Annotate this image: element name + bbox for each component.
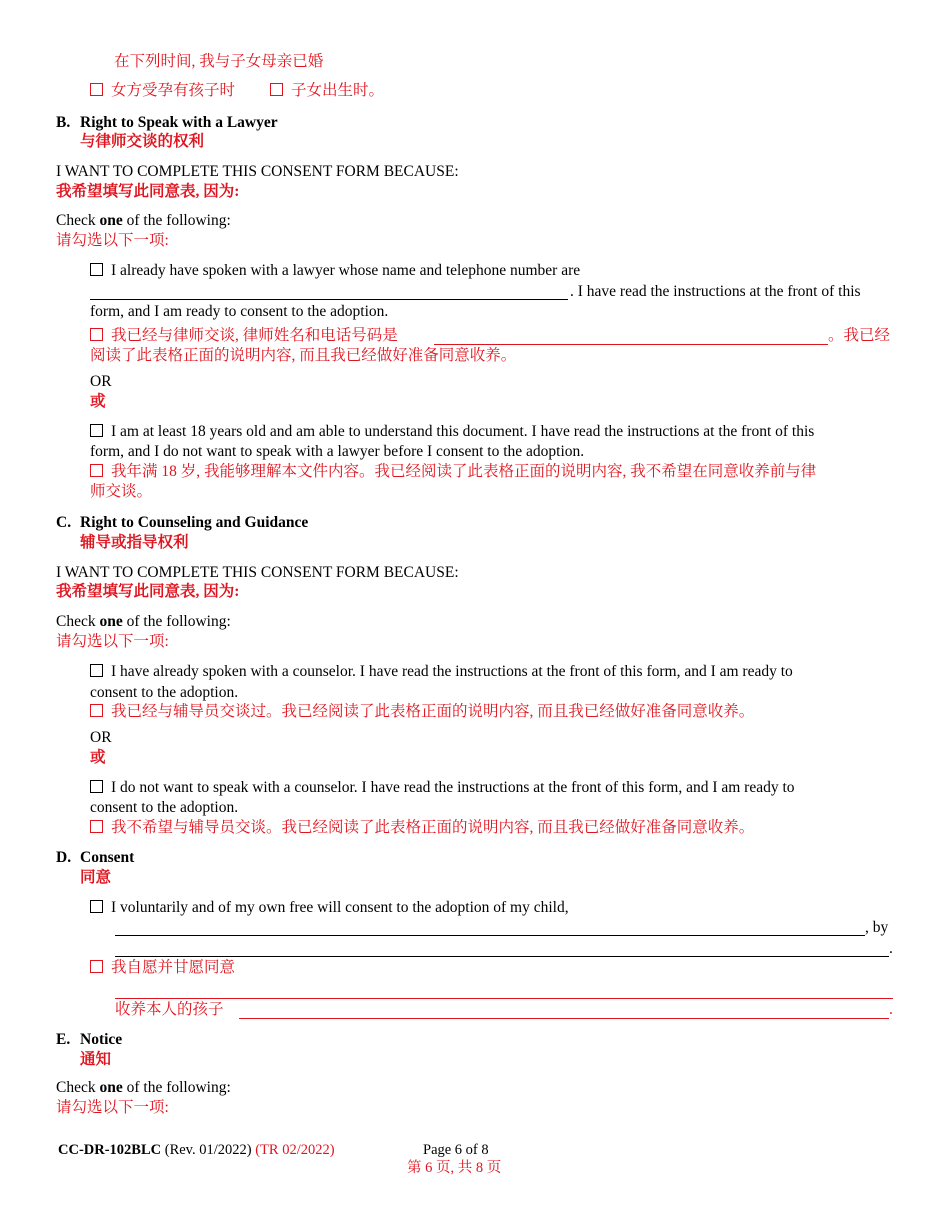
- section-b-check-zh: 请勾选以下一项:: [56, 232, 169, 249]
- child-name-field-zh[interactable]: [239, 1018, 889, 1019]
- check-one: one: [99, 1079, 123, 1096]
- checkbox-no-lawyer-zh[interactable]: [90, 464, 103, 477]
- child-name-field[interactable]: [115, 935, 865, 936]
- lawyer-name-phone-field[interactable]: [90, 299, 568, 300]
- checkbox-no-lawyer[interactable]: [90, 424, 103, 437]
- option-lawyer-zh-line2: 阅读了此表格正面的说明内容, 而且我已经做好准备同意收养。: [90, 347, 517, 364]
- section-e-letter: E.: [56, 1031, 71, 1048]
- checkbox-spoken-lawyer-zh[interactable]: [90, 328, 103, 341]
- option-spoken-counselor-line2: consent to the adoption.: [90, 684, 239, 701]
- option-no-counselor-line2: consent to the adoption.: [90, 799, 239, 816]
- section-c-option-spoken: [90, 662, 793, 682]
- option-no-lawyer-zh-line1: 我年满 18 岁, 我能够理解本文件内容。我已经阅读了此表格正面的说明内容, 我不希望在同意收养前与律: [111, 463, 817, 480]
- checkbox-spoken-counselor[interactable]: [90, 664, 103, 677]
- section-d-consent: [90, 898, 569, 918]
- consent-zh-line1: 我自愿并甘愿同意: [111, 959, 236, 976]
- section-c-title: Right to Counseling and Guidance: [80, 514, 309, 531]
- section-b-letter: B.: [56, 114, 71, 131]
- consent-line1: I voluntarily and of my own free will consent to the adoption of my child,: [111, 899, 569, 916]
- section-b-heading: [56, 113, 278, 133]
- section-c-heading: [56, 513, 309, 533]
- section-c-option-no-counselor-zh: [90, 818, 754, 838]
- option-conceived: [90, 81, 235, 101]
- section-b-option-no-lawyer-zh: [90, 462, 816, 482]
- section-e-check-zh: 请勾选以下一项:: [56, 1099, 169, 1116]
- check-suffix: of the following:: [122, 613, 231, 630]
- check-suffix: of the following:: [122, 212, 231, 229]
- section-c-check-zh: 请勾选以下一项:: [56, 633, 169, 650]
- checkbox-consent-zh[interactable]: [90, 960, 103, 973]
- option-spoken-counselor-zh: 我已经与辅导员交谈过。我已经阅读了此表格正面的说明内容, 而且我已经做好准备同意收养。: [111, 703, 755, 720]
- consent-period: .: [889, 940, 893, 957]
- option-lawyer-zh-end: 。我已经: [828, 327, 891, 344]
- adopter-name-field-zh[interactable]: [115, 998, 893, 999]
- section-b-title: Right to Speak with a Lawyer: [80, 114, 278, 131]
- section-b-option-lawyer: [90, 261, 580, 281]
- section-c-option-spoken-zh: [90, 702, 754, 722]
- section-b-option-no-lawyer: [90, 422, 814, 442]
- checkbox-spoken-lawyer[interactable]: [90, 263, 103, 276]
- section-b-option-lawyer-zh: [90, 326, 398, 346]
- section-e-heading: [56, 1030, 123, 1050]
- option-birth: [270, 81, 384, 101]
- option-no-counselor-line1: I do not want to speak with a counselor. I have read the instructions at the front of this form, and I am ready to: [111, 779, 795, 796]
- section-d-title-zh: 同意: [80, 869, 112, 886]
- section-c-title-zh: 辅导或指导权利: [80, 534, 189, 551]
- checkbox-birth[interactable]: [270, 83, 283, 96]
- consent-zh-line2: 收养本人的孩子: [115, 1001, 224, 1018]
- section-c-want-line-zh: 我希望填写此同意表, 因为:: [56, 583, 240, 600]
- section-c-want-line: I WANT TO COMPLETE THIS CONSENT FORM BECAUSE:: [56, 564, 459, 581]
- section-b-or: OR: [90, 373, 112, 390]
- check-prefix: Check: [56, 613, 100, 630]
- section-d-heading: [56, 848, 135, 868]
- section-e-title: Notice: [80, 1031, 123, 1048]
- checkbox-no-counselor-zh[interactable]: [90, 820, 103, 833]
- option-birth-label: 子女出生时。: [291, 82, 385, 99]
- checkbox-conceived[interactable]: [90, 83, 103, 96]
- option-no-lawyer-line2: form, and I do not want to speak with a lawyer before I consent to the adoption.: [90, 443, 585, 460]
- section-d-title: Consent: [80, 849, 135, 866]
- lawyer-name-phone-field-zh[interactable]: [434, 344, 828, 345]
- footer-page-zh: 第 6 页, 共 8 页: [407, 1160, 502, 1176]
- checkbox-no-counselor[interactable]: [90, 780, 103, 793]
- adopter-name-field[interactable]: [115, 956, 889, 957]
- check-prefix: Check: [56, 1079, 100, 1096]
- section-d-letter: D.: [56, 849, 72, 866]
- form-id: CC-DR-102BLC: [58, 1142, 162, 1158]
- section-c-or-zh: 或: [90, 749, 106, 766]
- section-c-option-no-counselor: [90, 778, 795, 798]
- option-lawyer-zh-start: 我已经与律师交谈, 律师姓名和电话号码是: [111, 327, 398, 344]
- option-no-counselor-zh: 我不希望与辅导员交谈。我已经阅读了此表格正面的说明内容, 而且我已经做好准备同意收养。: [111, 819, 755, 836]
- section-b-want-line: I WANT TO COMPLETE THIS CONSENT FORM BECAUSE:: [56, 163, 459, 180]
- section-d-consent-zh: [90, 958, 235, 978]
- section-e-title-zh: 通知: [80, 1051, 112, 1068]
- check-one: one: [99, 212, 123, 229]
- option-no-lawyer-zh-line2: 师交谈。: [90, 483, 153, 500]
- married-line: 在下列时间, 我与子女母亲已婚: [114, 53, 324, 70]
- section-c-letter: C.: [56, 514, 72, 531]
- check-one: one: [99, 613, 123, 630]
- section-b-title-zh: 与律师交谈的权利: [80, 133, 205, 150]
- checkbox-spoken-counselor-zh[interactable]: [90, 704, 103, 717]
- option-spoken-counselor-line1: I have already spoken with a counselor. I have read the instructions at the front of this form, and I am ready to: [111, 663, 793, 680]
- option-no-lawyer-line1: I am at least 18 years old and am able to understand this document. I have read the instructions at the front of this: [111, 423, 815, 440]
- consent-zh-period: .: [889, 1001, 893, 1018]
- footer-form-id: [58, 1140, 335, 1160]
- option-lawyer-line1: I already have spoken with a lawyer whose name and telephone number are: [111, 262, 581, 279]
- form-translation-revision: (TR 02/2022): [255, 1142, 335, 1158]
- section-c-check-instruction: [56, 612, 231, 632]
- option-conceived-label: 女方受孕有孩子时: [111, 82, 236, 99]
- section-e-check-instruction: [56, 1078, 231, 1098]
- consent-by: , by: [865, 919, 889, 936]
- option-lawyer-line2-tail: . I have read the instructions at the front of this: [570, 283, 861, 300]
- check-suffix: of the following:: [122, 1079, 231, 1096]
- option-lawyer-line3: form, and I am ready to consent to the adoption.: [90, 303, 389, 320]
- section-b-or-zh: 或: [90, 393, 106, 410]
- check-prefix: Check: [56, 212, 100, 229]
- section-b-check-instruction: [56, 211, 231, 231]
- form-revision: (Rev. 01/2022): [161, 1142, 256, 1158]
- section-c-or: OR: [90, 729, 112, 746]
- footer-page: Page 6 of 8: [423, 1142, 489, 1158]
- section-b-want-line-zh: 我希望填写此同意表, 因为:: [56, 183, 240, 200]
- checkbox-consent[interactable]: [90, 900, 103, 913]
